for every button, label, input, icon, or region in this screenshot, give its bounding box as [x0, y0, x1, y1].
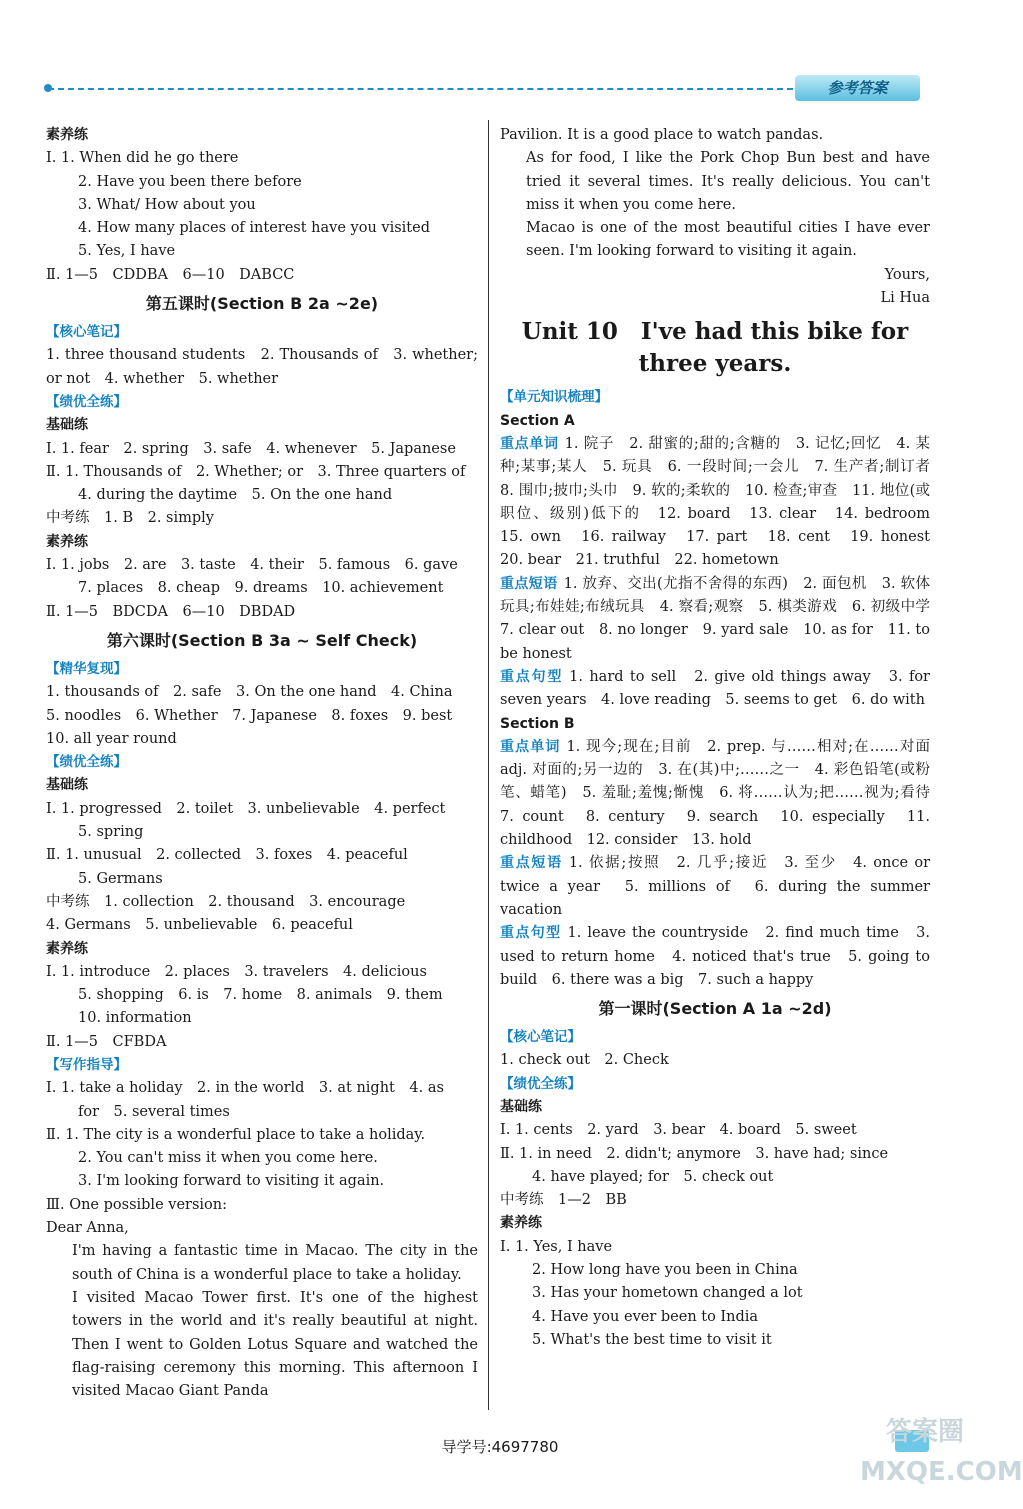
lesson-heading: 第五课时(Section B 2a ~2e) [145, 294, 379, 314]
answer-line: 7. places 8. cheap 9. dreams 10. achievement [78, 580, 444, 597]
key-category: 重点句型 [500, 925, 562, 942]
answer-line: 1. thousands of 2. safe 3. On the one hand 4. China [46, 684, 453, 701]
answer-line: 3. What/ How about you [78, 196, 256, 213]
answer-line: 10. all year round [46, 730, 177, 747]
answer-line: 4. during the daytime 5. On the one hand [78, 487, 393, 504]
answer-line [500, 573, 945, 666]
unit-title: Unit 10 I've had this bike for three years. [521, 318, 909, 378]
answer-line [500, 736, 945, 852]
section-tag: 【核心笔记】 [46, 324, 127, 341]
key-content: 1. 依据;按照 2. 几乎;接近 3. 至少 4. once or twice a year 5. millions of 6. during the summer vacation [500, 855, 931, 918]
answer-line: 4. have played; for 5. check out [532, 1168, 774, 1185]
key-content: 1. 现今;现在;目前 2. prep. 与……相对;在……对面 adj. 对面的;另一边的 3. 在(其)中;……之一 4. 彩色铅笔(或粉笔、蜡笔) 5. 羞耻;羞愧;惭愧 6. 将……认为;把……视为;看待 7. count 8. century 9. search 10. especially 11. childhood 12. consider 13. hold [500, 738, 945, 849]
answer-line: I visited Macao Tower first. It's one of the highest towers in the world and it's really beautiful at night. Then I went to Golden Lotus Square and watched the flag-raising ceremony this morning. This afternoon I visited Macao Giant Panda [72, 1289, 478, 1400]
answer-line: 5. Germans [78, 870, 163, 887]
section-tag: 【精华复现】 [46, 660, 127, 677]
answer-line: Ⅰ. 1. fear 2. spring 3. safe 4. whenever 5. Japanese [46, 440, 456, 457]
answer-line: As for food, I like the Pork Chop Bun best and have tried it several times. It's really delicious. You can't miss it when you come here. [526, 150, 930, 213]
answer-line: Pavilion. It is a good place to watch pandas. [500, 127, 824, 143]
answer-line: I'm having a fantastic time in Macao. The city in the south of China is a wonderful place to take a holiday. [72, 1243, 478, 1283]
answer-line: 3. I'm looking forward to visiting it again. [78, 1173, 385, 1190]
answer-line [500, 666, 930, 713]
key-content: 1. 放弃、交出(尤指不舍得的东西) 2. 面包机 3. 软体玩具;布娃娃;布绒玩具 4. 察看;观察 5. 棋类游戏 6. 初级中学 7. clear out 8. no longer 9. yard sale 10. as for 11. to be honest [500, 575, 945, 662]
answer-line: 4. How many places of interest have you visited [78, 220, 431, 237]
answer-line: 5. What's the best time to visit it [532, 1331, 772, 1348]
section-label: Section A [500, 412, 575, 429]
answer-line: Ⅰ. 1. cents 2. yard 3. bear 4. board 5. sweet [500, 1122, 857, 1139]
key-category: 重点单词 [500, 435, 559, 452]
answer-line: 4. Have you ever been to India [532, 1308, 759, 1325]
lesson-heading: 第一课时(Section A 1a ~2d) [598, 999, 832, 1019]
header-rule [48, 88, 793, 90]
answer-line: 中考练 1—2 BB [500, 1192, 627, 1209]
answer-line: Dear Anna, [46, 1220, 129, 1237]
key-category: 重点句型 [500, 668, 564, 685]
answer-line: Ⅰ. 1. progressed 2. toilet 3. unbelievable 4. perfect [46, 800, 446, 817]
letter-signoff: Yours, [884, 266, 930, 283]
answer-line: Ⅰ. 1. introduce 2. places 3. travelers 4. delicious [46, 963, 427, 980]
answer-line: Ⅱ. 1—5 CDDBA 6—10 DABCC [46, 266, 295, 283]
section-tag: 【核心笔记】 [500, 1029, 581, 1046]
answer-line: Ⅱ. 1. in need 2. didn't; anymore 3. have had; since [500, 1145, 889, 1162]
section-label: 素养练 [500, 1215, 542, 1232]
key-content: 1. 院子 2. 甜蜜的;甜的;含糖的 3. 记忆;回忆 4. 某种;某事;某人 5. 玩具 6. 一段时间;一会儿 7. 生产者;制订者 8. 围巾;披巾;头巾 9. 软的;柔软的 10. 检查;审查 11. 地位(或职位、级别)低下的 12. board 13. clear 14. bedroom 15. own 16. railway 17. part 18. cent 19. honest 20. bear 21. truthful 22. hometown [500, 435, 945, 569]
key-content: 1. leave the countryside 2. find much time 3. used to return home 4. noticed that's true 5. going to build 6. there was a big 7. such a happy [500, 925, 930, 988]
section-tag: 【单元知识梳理】 [500, 389, 608, 406]
section-label: 素养练 [46, 127, 88, 143]
section-tag: 【绩优全练】 [500, 1075, 581, 1092]
answer-line: Ⅱ. 1—5 BDCDA 6—10 DBDAD [46, 603, 296, 620]
answer-line: 5. shopping 6. is 7. home 8. animals 9. them [78, 987, 443, 1004]
answer-line: 5. Yes, I have [78, 243, 176, 260]
column-divider [488, 120, 489, 1410]
answer-line: for 5. several times [78, 1103, 230, 1120]
key-category: 重点短语 [500, 575, 558, 592]
section-tag: 【绩优全练】 [46, 754, 127, 771]
answer-line: 1. three thousand students 2. Thousands of 3. whether; or not 4. whether 5. whether [46, 347, 478, 387]
footer-code: 导学号:4697780 [441, 1438, 559, 1456]
lesson-heading: 第六课时(Section B 3a ~ Self Check) [106, 630, 418, 650]
answer-line: Ⅱ. 1. unusual 2. collected 3. foxes 4. peaceful [46, 847, 408, 864]
header-badge: 参考答案 [795, 75, 920, 101]
section-tag: 【绩优全练】 [46, 393, 127, 410]
answer-line: 2. Have you been there before [78, 173, 302, 190]
answer-line: Ⅰ. 1. When did he go there [46, 150, 239, 167]
section-label: 基础练 [46, 417, 88, 434]
answer-line [500, 852, 930, 922]
left-column [46, 124, 478, 1403]
key-category: 重点短语 [500, 855, 563, 872]
letter-signoff: Li Hua [880, 290, 930, 307]
answer-line: Ⅱ. 1—5 CFBDA [46, 1033, 167, 1050]
answer-line [500, 433, 945, 573]
answer-line: Ⅰ. 1. Yes, I have [500, 1238, 613, 1255]
answer-line: Ⅱ. 1. The city is a wonderful place to take a holiday. [46, 1126, 426, 1143]
answer-line: 2. How long have you been in China [532, 1262, 798, 1279]
section-label: 基础练 [46, 777, 88, 794]
right-column [500, 124, 945, 1352]
answer-line: Ⅱ. 1. Thousands of 2. Whether; or 3. Three quarters of [46, 463, 466, 480]
answer-line: 中考练 1. collection 2. thousand 3. encourage [46, 893, 406, 910]
section-label: 基础练 [500, 1098, 542, 1115]
answer-line: Macao is one of the most beautiful cities I have ever seen. I'm looking forward to visiting it again. [526, 220, 930, 260]
answer-line [500, 922, 930, 992]
section-label: 素养练 [46, 940, 88, 957]
answer-line: Ⅲ. One possible version: [46, 1196, 227, 1213]
answer-line: 10. information [78, 1010, 192, 1027]
section-label: 素养练 [46, 533, 88, 550]
answer-line: 中考练 1. B 2. simply [46, 510, 214, 527]
answer-line: Ⅰ. 1. take a holiday 2. in the world 3. at night 4. as [46, 1080, 444, 1097]
key-category: 重点单词 [500, 738, 561, 755]
answer-line: 5. noodles 6. Whether 7. Japanese 8. foxes 9. best [46, 707, 453, 724]
key-content: 1. hard to sell 2. give old things away 3. for seven years 4. love reading 5. seems to get 6. do with [500, 668, 930, 709]
answer-line: 1. check out 2. Check [500, 1052, 669, 1069]
section-tag: 【写作指导】 [46, 1056, 127, 1073]
section-label: Section B [500, 715, 575, 732]
answer-line: Ⅰ. 1. jobs 2. are 3. taste 4. their 5. famous 6. gave [46, 557, 458, 574]
watermark-logo: 答案圈 MXQE.COM [860, 1417, 1023, 1487]
answer-line: 5. spring [78, 824, 144, 841]
answer-line: 2. You can't miss it when you come here. [78, 1150, 378, 1167]
answer-line: 4. Germans 5. unbelievable 6. peaceful [46, 917, 353, 934]
answer-line: 3. Has your hometown changed a lot [532, 1285, 803, 1302]
